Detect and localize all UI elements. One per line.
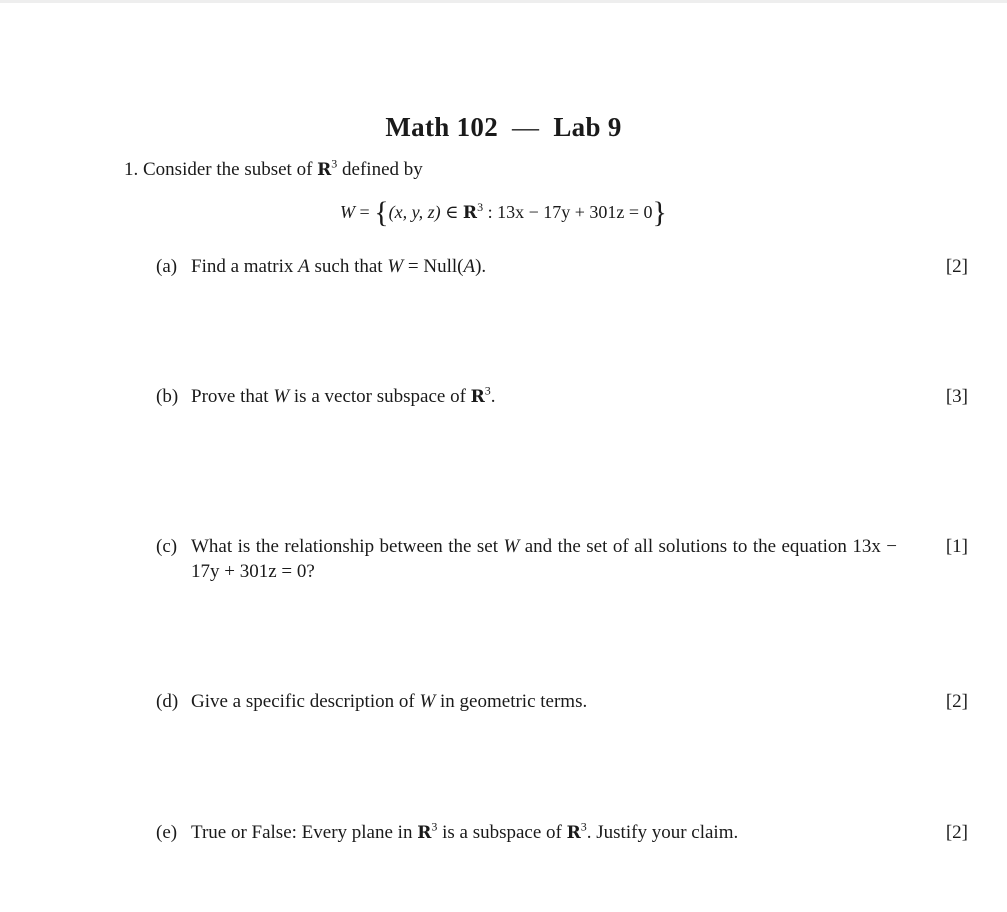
open-brace: { — [374, 196, 389, 229]
part-a-var-3: A — [463, 256, 476, 277]
set-definition-equation — [0, 196, 1007, 230]
title-dash: — — [512, 112, 540, 142]
close-brace: } — [652, 196, 667, 229]
part-b-text-3: . — [490, 386, 496, 407]
part-d-text-1: Give a specific description of — [191, 691, 415, 712]
part-a-text-4: ). — [475, 256, 487, 277]
part-d-label: (d) — [156, 691, 179, 712]
part-e-set-1: R — [417, 823, 432, 843]
part-d-var-1: W — [419, 691, 436, 712]
question-number: 1. — [124, 159, 139, 180]
part-e-set-2: R — [566, 823, 581, 843]
part-e-text — [191, 820, 901, 846]
part-a-text — [191, 254, 901, 279]
part-a-marks: [2] — [945, 256, 968, 277]
part-c-marks: [1] — [945, 536, 968, 557]
part-b-marks: [3] — [945, 386, 968, 407]
part-c-label: (c) — [156, 536, 178, 557]
real-space-exponent: 3 — [331, 156, 338, 171]
part-b-set: R — [470, 387, 485, 407]
part-b-text — [191, 384, 901, 410]
equation-condition: 13x − 17y + 301z = 0 — [497, 202, 653, 222]
part-a-text-2: such that — [314, 256, 383, 277]
part-d-text-2: in geometric terms. — [440, 691, 588, 712]
element-of-symbol: ∈ — [445, 202, 459, 222]
title-course: Math 102 — [385, 112, 499, 142]
equation-colon: : — [487, 202, 493, 222]
question-1-intro — [124, 157, 423, 183]
part-c-text — [191, 534, 897, 584]
part-d-marks: [2] — [945, 691, 968, 712]
part-a-text-1: Find a matrix — [191, 256, 294, 277]
part-b-set-exponent: 3 — [484, 383, 491, 398]
equation-set: R — [462, 203, 478, 223]
part-a-var-1: A — [298, 256, 310, 277]
part-e-set-2-exponent: 3 — [580, 819, 587, 834]
part-b-text-1: Prove that — [191, 386, 269, 407]
part-e-text-1: True or False: Every plane in — [191, 822, 413, 843]
part-e-text-2: is a subspace of — [442, 822, 562, 843]
part-a-label: (a) — [156, 256, 178, 277]
part-c-text-2: and the set of all solutions to the equation 13x − 17y + 301z = 0? — [191, 536, 898, 582]
part-d-text — [191, 689, 901, 714]
intro-text-post: defined by — [342, 159, 423, 180]
part-b-var-1: W — [273, 386, 290, 407]
top-border — [0, 0, 1007, 3]
intro-text-pre: Consider the subset of — [143, 159, 313, 180]
part-e-label: (e) — [156, 822, 178, 843]
part-c-text-1: What is the relationship between the set — [191, 536, 499, 557]
equation-lhs: W — [340, 202, 356, 222]
equation-equals: = — [359, 202, 370, 222]
page-title — [0, 112, 1007, 143]
part-e-marks: [2] — [945, 822, 968, 843]
part-e-text-3: . Justify your claim. — [586, 822, 739, 843]
part-b-label: (b) — [156, 386, 179, 407]
part-a-var-2: W — [387, 256, 404, 277]
equation-set-exponent: 3 — [477, 200, 484, 214]
part-b-text-2: is a vector subspace of — [293, 386, 466, 407]
real-space-symbol: R — [317, 160, 332, 180]
part-a-text-3: = Null( — [407, 256, 464, 277]
title-lab: Lab 9 — [553, 112, 622, 142]
part-c-var-1: W — [503, 536, 520, 557]
equation-tuple: (x, y, z) — [388, 202, 441, 222]
part-e-set-1-exponent: 3 — [431, 819, 438, 834]
